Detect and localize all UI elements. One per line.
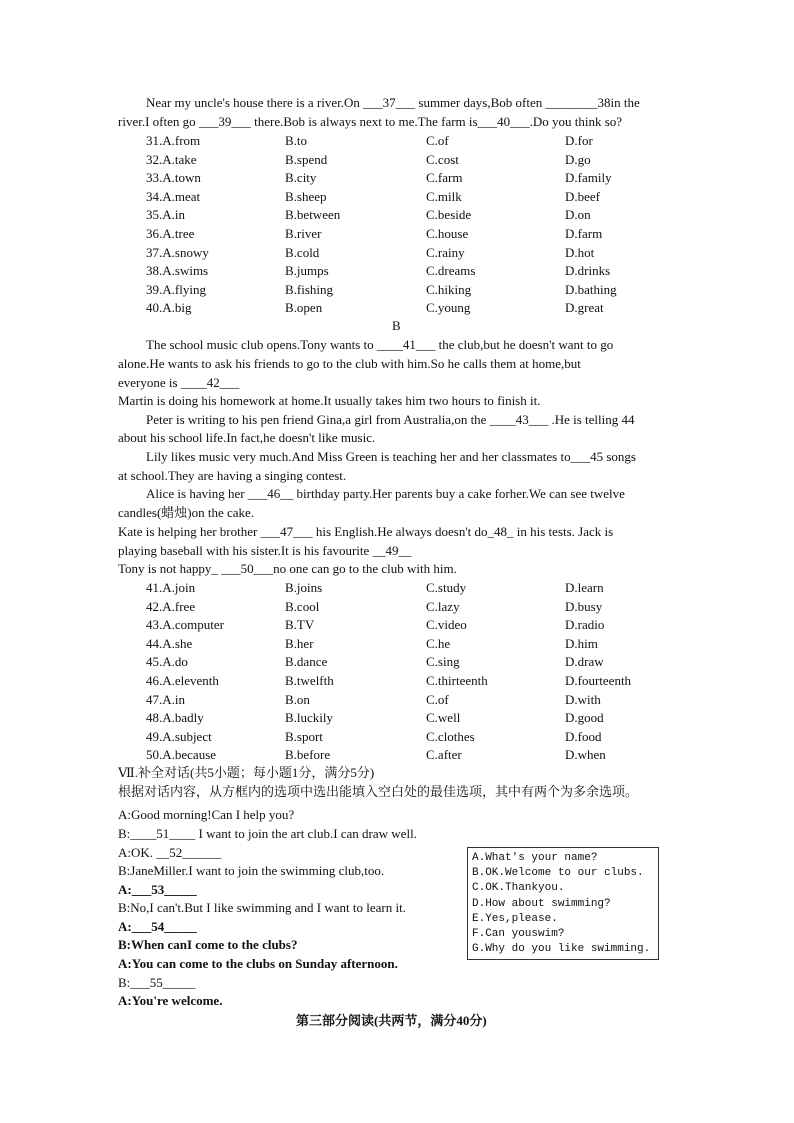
option-9-c: C.clothes [426, 728, 475, 744]
passage-b-line-12: playing baseball with his sister.It is his favourite __49__ [118, 543, 412, 558]
option-9-a: 39.A.flying [146, 281, 206, 297]
option-5-c: C.beside [426, 207, 472, 223]
option-1-b: B.to [285, 133, 308, 148]
dialogue-line-3: A:OK. __52______ [118, 845, 222, 860]
option-7-c: C.of [426, 691, 449, 707]
option-2-a: 42.A.free [146, 598, 196, 614]
option-7-b: B.on [285, 691, 310, 707]
option-3-c: C.farm [426, 170, 463, 186]
option-2-b: B.cool [285, 598, 320, 614]
option-2-c: C.lazy [426, 598, 460, 614]
part-3-heading: 第三部分阅读(共两节，满分40分) [296, 1013, 487, 1028]
option-5-b: B.between [285, 207, 341, 223]
option-6-a: 46.A.eleventh [146, 673, 219, 688]
option-3-c: C.video [426, 617, 467, 633]
passage-a-line-1: Near my uncle's house there is a river.On ___37___ summer days,Bob often ________38in the [146, 95, 640, 110]
option-4-d: D.beef [565, 188, 601, 204]
option-10-d: D.when [565, 747, 606, 763]
option-5-c: C.sing [426, 654, 460, 670]
dialogue-line-2: B:____51____ I want to join the art club.I can draw well. [118, 826, 417, 841]
option-4-a: 34.A.meat [146, 188, 201, 204]
passage-b-line-1: The school music club opens.Tony wants to ____41___ the club,but he doesn't want to go [146, 337, 614, 352]
option-6-c: C.thirteenth [426, 673, 488, 688]
option-7-a: 47.A.in [146, 691, 185, 707]
choice-c: C.OK.Thankyou. [472, 882, 565, 895]
option-10-b: B.open [285, 300, 323, 316]
option-1-a: 31.A.from [146, 133, 201, 148]
choice-b: B.OK.Welcome to our clubs. [472, 867, 644, 880]
option-8-d: D.good [565, 710, 604, 726]
passage-b-line-4: Martin is doing his homework at home.It usually takes him two hours to finish it. [118, 393, 541, 408]
option-9-c: C.hiking [426, 281, 472, 297]
option-6-d: D.fourteenth [565, 673, 632, 688]
option-9-d: D.food [565, 728, 602, 744]
passage-b-line-3: everyone is ____42___ [118, 375, 240, 390]
choice-f: F.Can youswim? [472, 928, 565, 941]
choice-g: G.Why do you like swimming. [472, 943, 651, 956]
option-3-d: D.family [565, 170, 612, 186]
passage-b-line-11: Kate is helping her brother ___47___ his English.He always doesn't do_48_ in his tests. Jack is [118, 524, 614, 539]
passage-b-line-8: at school.They are having a singing contest. [118, 468, 347, 483]
option-4-b: B.sheep [285, 188, 327, 204]
option-9-b: B.fishing [285, 281, 334, 297]
section-7-title: Ⅶ.补全对话(共5小题；每小题1分，满分5分) [118, 765, 375, 780]
option-4-d: D.him [565, 635, 598, 651]
section-b-heading: B [392, 318, 401, 333]
option-7-a: 37.A.snowy [146, 244, 209, 260]
option-5-a: 45.A.do [146, 654, 188, 670]
dialogue-line-11: A:You're welcome. [118, 993, 223, 1008]
option-7-d: D.hot [565, 244, 595, 260]
option-1-d: D.learn [565, 580, 604, 595]
option-9-d: D.bathing [565, 281, 617, 297]
option-2-b: B.spend [285, 151, 328, 167]
dialogue-line-6: B:No,I can't.But I like swimming and I want to learn it. [118, 900, 406, 915]
passage-b-line-6: about his school life.In fact,he doesn't like music. [118, 430, 376, 445]
option-8-b: B.jumps [285, 263, 329, 279]
option-10-b: B.before [285, 747, 331, 763]
option-1-c: C.of [426, 133, 449, 148]
option-8-a: 48.A.badly [146, 710, 204, 726]
option-3-d: D.radio [565, 617, 605, 633]
option-5-d: D.draw [565, 654, 604, 670]
option-5-a: 35.A.in [146, 207, 185, 223]
option-2-a: 32.A.take [146, 151, 197, 167]
option-4-c: C.milk [426, 188, 462, 204]
dialogue-line-10: B:___55_____ [118, 975, 196, 990]
option-1-c: C.study [426, 580, 467, 595]
passage-b-line-2: alone.He wants to ask his friends to go to the club with him.So he calls them at home,but [118, 356, 581, 371]
dialogue-line-5: A:___53_____ [118, 882, 197, 897]
dialogue-line-7: A:___54_____ [118, 919, 197, 934]
option-7-d: D.with [565, 691, 601, 707]
option-1-a: 41.A.join [146, 580, 196, 595]
option-8-c: C.well [426, 710, 461, 726]
choice-a: A.What's your name? [472, 852, 598, 864]
option-10-a: 40.A.big [146, 300, 192, 316]
option-6-b: B.river [285, 226, 322, 241]
option-8-c: C.dreams [426, 263, 476, 279]
option-3-a: 33.A.town [146, 170, 201, 186]
passage-b-line-5: Peter is writing to his pen friend Gina,a girl from Australia,on the ____43___ .He is telling 44 [146, 412, 635, 427]
option-9-a: 49.A.subject [146, 728, 212, 744]
option-1-d: D.for [565, 133, 593, 148]
option-10-c: C.young [426, 300, 471, 316]
option-2-c: C.cost [426, 151, 459, 167]
section-7-instruction: 根据对话内容，从方框内的选项中选出能填入空白处的最佳选项，其中有两个为多余选项。 [118, 784, 639, 799]
option-8-a: 38.A.swims [146, 263, 209, 279]
option-8-b: B.luckily [285, 710, 334, 726]
option-10-c: C.after [426, 747, 462, 763]
option-8-d: D.drinks [565, 263, 611, 279]
option-4-c: C.he [426, 635, 451, 651]
option-7-c: C.rainy [426, 244, 465, 260]
choice-e: E.Yes,please. [472, 912, 558, 925]
option-6-a: 36.A.tree [146, 226, 195, 241]
option-10-d: D.great [565, 300, 604, 316]
option-3-a: 43.A.computer [146, 617, 224, 633]
option-4-b: B.her [285, 635, 314, 651]
option-1-b: B.joins [285, 580, 323, 595]
dialogue-line-4: B:JaneMiller.I want to join the swimming club,too. [118, 863, 385, 878]
passage-b-line-13: Tony is not happy_ ___50___no one can go to the club with him. [118, 561, 457, 576]
dialogue-line-8: B:When canI come to the clubs? [118, 937, 298, 952]
option-9-b: B.sport [285, 728, 323, 744]
choice-box [467, 847, 659, 960]
option-6-c: C.house [426, 226, 469, 241]
passage-a-line-2: river.I often go ___39___ there.Bob is always next to me.The farm is___40___.Do you think so? [118, 114, 623, 129]
dialogue-line-1: A:Good morning!Can I help you? [118, 807, 295, 822]
option-6-d: D.farm [565, 226, 603, 241]
dialogue-line-9: A:You can come to the clubs on Sunday afternoon. [118, 956, 398, 971]
passage-b-line-9: Alice is having her ___46__ birthday party.Her parents buy a cake forher.We can see twelve [146, 486, 625, 501]
option-5-d: D.on [565, 207, 591, 223]
option-10-a: 50.A.because [146, 747, 217, 763]
option-3-b: B.city [285, 170, 317, 186]
option-6-b: B.twelfth [285, 673, 334, 688]
passage-b-line-10: candles(蜡烛)on the cake. [118, 505, 255, 520]
option-5-b: B.dance [285, 654, 328, 670]
option-2-d: D.go [565, 151, 591, 167]
passage-b-line-7: Lily likes music very much.And Miss Green is teaching her and her classmates to___45 songs [146, 449, 636, 464]
option-3-b: B.TV [285, 617, 315, 633]
option-4-a: 44.A.she [146, 635, 193, 651]
option-2-d: D.busy [565, 598, 603, 614]
choice-d: D.How about swimming? [472, 897, 611, 910]
option-7-b: B.cold [285, 244, 320, 260]
